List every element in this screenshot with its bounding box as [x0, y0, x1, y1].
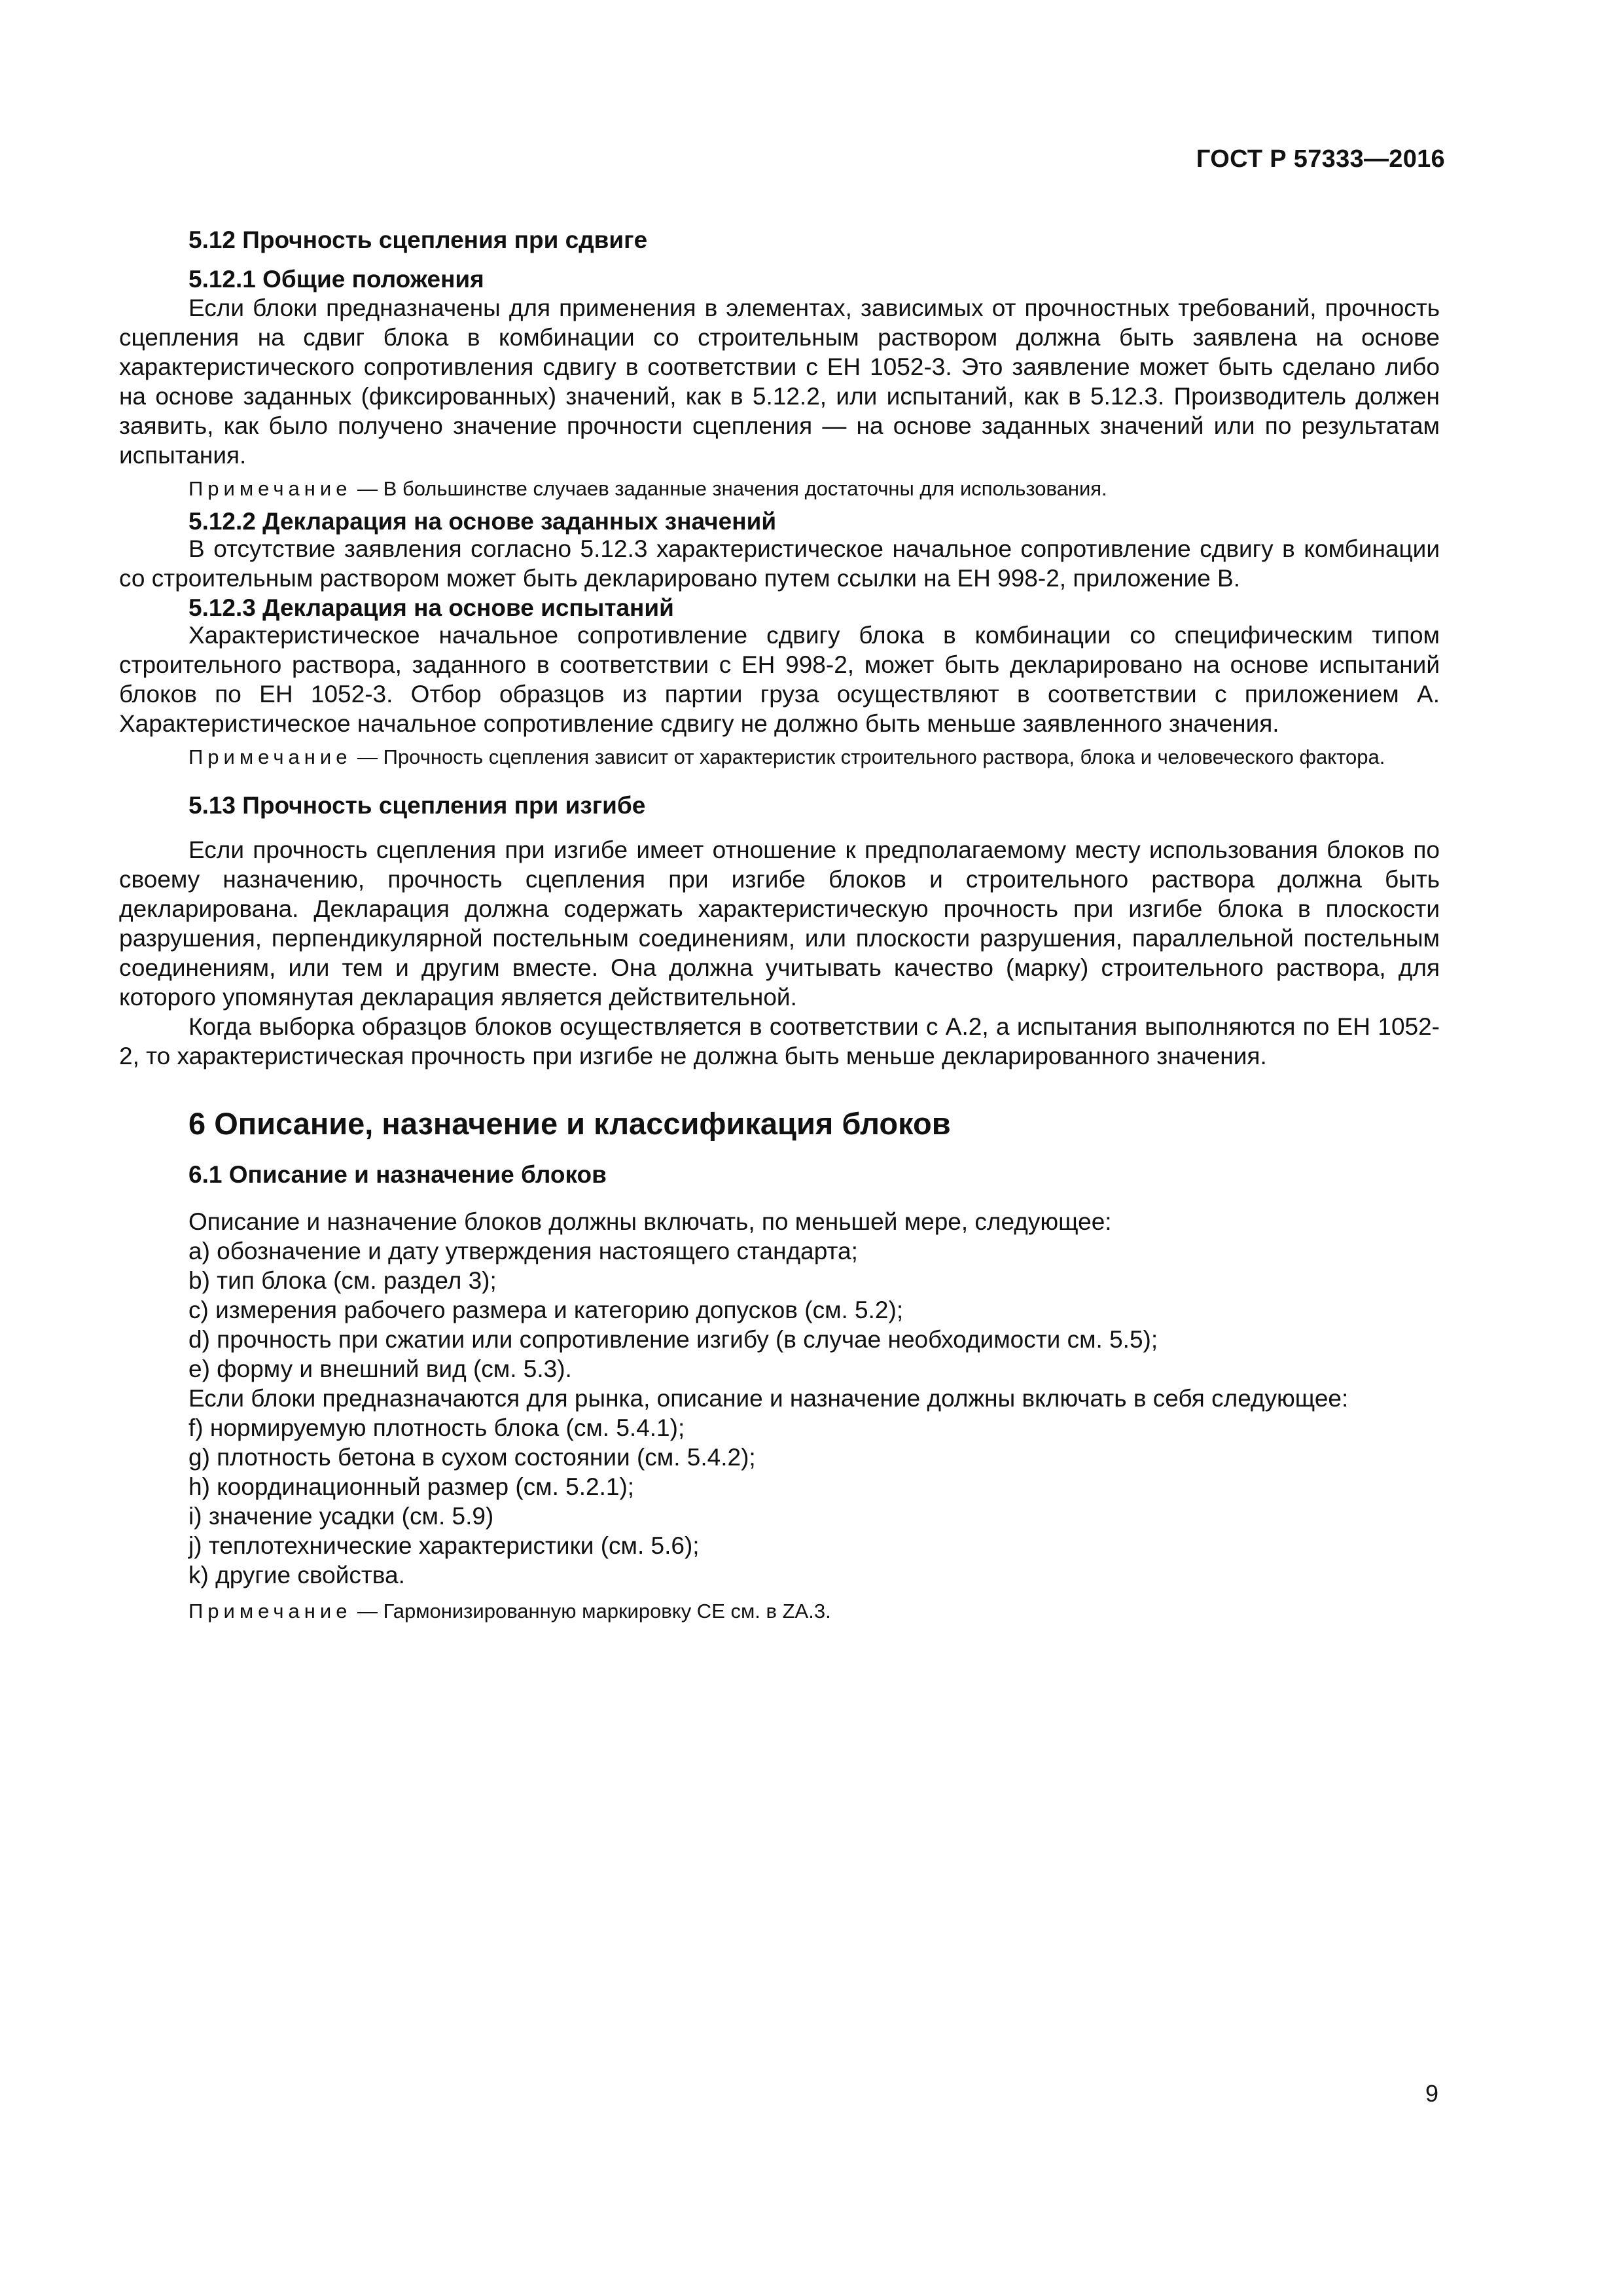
section-5-12-3-title: 5.12.3 Декларация на основе испытаний	[188, 594, 674, 621]
list-item: f) нормируемую плотность блока (см. 5.4.1);	[188, 1414, 685, 1441]
section-6-1-title: 6.1 Описание и назначение блоков	[188, 1161, 607, 1188]
list-item: b) тип блока (см. раздел 3);	[188, 1267, 497, 1294]
list-item: c) измерения рабочего размера и категорию допусков (см. 5.2);	[188, 1297, 904, 1323]
page-number: 9	[1425, 2080, 1438, 2107]
list-item: i) значение усадки (см. 5.9)	[188, 1503, 494, 1530]
list-basic-items	[119, 1236, 1440, 1384]
note-3-text: — Гармонизированную маркировку СЕ см. в ZA.3.	[351, 1600, 831, 1623]
note-2	[119, 744, 1440, 771]
list-item: d) прочность при сжатии или сопротивление изгибу (в случае необходимости см. 5.5);	[188, 1326, 1158, 1353]
note-2-text: — Прочность сцепления зависит от характеристик строительного раствора, блока и человеческого фактора.	[351, 745, 1385, 768]
section-5-13-para-1: Если прочность сцепления при изгибе имеет отношение к предполагаемому месту использования блоков по своему назначению, прочность сцепления при изгибе блоков и строительного раствора должна быть декларирована. Декларация должна содержать характеристическую прочность при изгибе блока в плоскости разрушения, перпендикулярной постельным соединениям, или плоскости разрушения, параллельной постельным соединениям, или тем и другим вместе. Она должна учитывать качество (марку) строительного раствора, для которого упомянутая декларация является действительной.	[119, 836, 1440, 1011]
note-3	[119, 1598, 1440, 1625]
section-5-12-2-title: 5.12.2 Декларация на основе заданных значений	[188, 508, 777, 535]
note-1	[119, 475, 1440, 503]
section-5-12-1-title: 5.12.1 Общие положения	[188, 266, 484, 293]
section-6-1-market: Если блоки предназначаются для рынка, описание и назначение должны включать в себя следующее:	[188, 1385, 1349, 1412]
list-item: j) теплотехнические характеристики (см. 5.6);	[188, 1532, 700, 1559]
section-6-title: 6 Описание, назначение и классификация блоков	[188, 1106, 951, 1141]
list-item: h) координационный размер (см. 5.2.1);	[188, 1473, 635, 1500]
note-2-label: Примечание	[188, 745, 352, 768]
note-3-label: Примечание	[188, 1600, 352, 1623]
section-6-1-intro: Описание и назначение блоков должны включать, по меньшей мере, следующее:	[188, 1208, 1112, 1235]
list-item: a) обозначение и дату утверждения настоящего стандарта;	[188, 1238, 858, 1265]
section-5-12-title: 5.12 Прочность сцепления при сдвиге	[188, 226, 648, 253]
section-5-12-2-text: В отсутствие заявления согласно 5.12.3 характеристическое начальное сопротивление сдвигу в комбинации со строительным раствором может быть декларировано путем ссылки на ЕН 998-2, приложение В.	[119, 535, 1440, 592]
page-body	[119, 223, 1440, 1625]
section-5-12-1-text: Если блоки предназначены для применения в элементах, зависимых от прочностных требований, прочность сцепления на сдвиг блока в комбинации со строительным раствором должна быть заявлена на основе характеристического сопротивления сдвигу в соответствии с ЕН 1052-3. Это заявление может быть сделано либо на основе заданных (фиксированных) значений, как в 5.12.2, или испытаний, как в 5.12.3. Производитель должен заявить, как было получено значение прочности сцепления — на основе заданных значений или по результатам испытания.	[119, 295, 1440, 469]
list-item: k) другие свойства.	[188, 1562, 405, 1588]
section-5-13-para-2: Когда выборка образцов блоков осуществляется в соответствии с А.2, а испытания выполняются по ЕН 1052-2, то характеристическая прочность при изгибе не должна быть меньше декларированного значения.	[119, 1013, 1440, 1069]
note-1-label: Примечание	[188, 477, 352, 500]
list-market-items	[119, 1413, 1440, 1590]
note-1-text: — В большинстве случаев заданные значения достаточны для использования.	[351, 477, 1107, 500]
list-item: e) форму и внешний вид (см. 5.3).	[188, 1355, 572, 1382]
section-5-12-3-text: Характеристическое начальное сопротивление сдвигу блока в комбинации со специфическим типом строительного раствора, заданного в соответствии с ЕН 998-2, может быть декларировано на основе испытаний блоков по ЕН 1052-3. Отбор образцов из партии груза осуществляют в соответствии с приложением А. Характеристическое начальное сопротивление сдвигу не должно быть меньше заявленного значения.	[119, 622, 1440, 737]
document-code: ГОСТ Р 57333—2016	[1196, 145, 1445, 173]
section-5-13-title: 5.13 Прочность сцепления при изгибе	[188, 792, 646, 819]
list-item: g) плотность бетона в сухом состоянии (см. 5.4.2);	[188, 1444, 756, 1471]
